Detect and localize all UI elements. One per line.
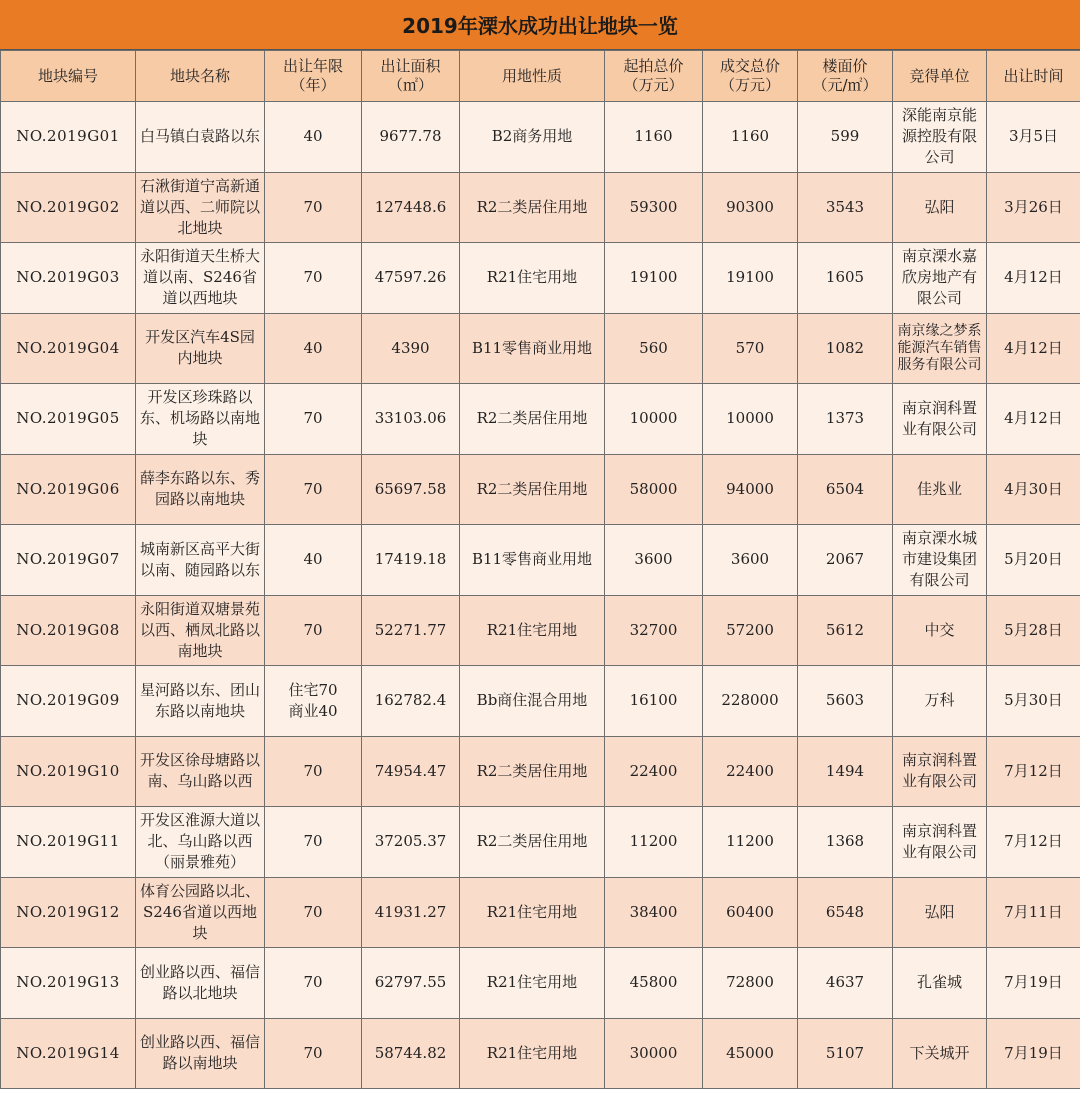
cell-name: 城南新区高平大街以南、随园路以东 (136, 525, 265, 596)
cell-years: 70 (265, 807, 362, 878)
cell-area: 41931.27 (362, 877, 460, 948)
cell-use: R21住宅用地 (460, 948, 605, 1019)
header-area-unit: （㎡） (387, 76, 433, 94)
header-code: 地块编号 (1, 51, 136, 102)
cell-deal-price: 45000 (703, 1018, 798, 1089)
cell-years: 40 (265, 313, 362, 384)
cell-date: 7月12日 (987, 807, 1080, 878)
cell-date: 4月12日 (987, 313, 1080, 384)
header-start-price-label: 起拍总价 (623, 57, 684, 75)
cell-deal-price: 1160 (703, 102, 798, 173)
cell-floor-price: 6548 (798, 877, 893, 948)
cell-code: NO.2019G11 (1, 807, 136, 878)
cell-code: NO.2019G03 (1, 243, 136, 314)
header-date: 出让时间 (987, 51, 1080, 102)
cell-name: 永阳街道天生桥大道以南、S246省道以西地块 (136, 243, 265, 314)
cell-winner: 南京溧水嘉欣房地产有限公司 (893, 243, 987, 314)
cell-start-price: 560 (605, 313, 703, 384)
cell-deal-price: 57200 (703, 595, 798, 666)
cell-floor-price: 1082 (798, 313, 893, 384)
header-area-label: 出让面积 (380, 57, 441, 75)
cell-winner: 中交 (893, 595, 987, 666)
cell-code: NO.2019G06 (1, 454, 136, 525)
cell-floor-price: 5612 (798, 595, 893, 666)
cell-winner: 深能南京能源控股有限公司 (893, 102, 987, 173)
cell-winner: 佳兆业 (893, 454, 987, 525)
cell-area: 4390 (362, 313, 460, 384)
header-winner: 竞得单位 (893, 51, 987, 102)
table-row (1, 877, 1080, 948)
cell-floor-price: 2067 (798, 525, 893, 596)
cell-use: R21住宅用地 (460, 595, 605, 666)
cell-winner: 万科 (893, 666, 987, 737)
cell-floor-price: 1494 (798, 736, 893, 807)
cell-years: 70 (265, 595, 362, 666)
header-name: 地块名称 (136, 51, 265, 102)
cell-floor-price: 3543 (798, 172, 893, 243)
cell-years: 住宅70商业40 (265, 666, 362, 737)
cell-area: 17419.18 (362, 525, 460, 596)
cell-area: 162782.4 (362, 666, 460, 737)
cell-use: R21住宅用地 (460, 877, 605, 948)
cell-name: 开发区珍珠路以东、机场路以南地块 (136, 384, 265, 455)
cell-years: 40 (265, 102, 362, 173)
cell-area: 62797.55 (362, 948, 460, 1019)
cell-use: B2商务用地 (460, 102, 605, 173)
cell-date: 7月19日 (987, 1018, 1080, 1089)
cell-years: 70 (265, 454, 362, 525)
cell-area: 9677.78 (362, 102, 460, 173)
header-years-label: 出让年限 (282, 57, 343, 75)
cell-start-price: 16100 (605, 666, 703, 737)
cell-date: 7月19日 (987, 948, 1080, 1019)
cell-years: 70 (265, 877, 362, 948)
cell-date: 7月11日 (987, 877, 1080, 948)
cell-name: 永阳街道双塘景苑以西、栖凤北路以南地块 (136, 595, 265, 666)
cell-deal-price: 570 (703, 313, 798, 384)
cell-start-price: 38400 (605, 877, 703, 948)
cell-floor-price: 1373 (798, 384, 893, 455)
cell-code: NO.2019G09 (1, 666, 136, 737)
cell-years: 70 (265, 384, 362, 455)
cell-years: 70 (265, 172, 362, 243)
table-row (1, 172, 1080, 243)
cell-deal-price: 228000 (703, 666, 798, 737)
cell-name: 体育公园路以北、S246省道以西地块 (136, 877, 265, 948)
cell-area: 65697.58 (362, 454, 460, 525)
table-row (1, 1018, 1080, 1089)
table-row (1, 807, 1080, 878)
cell-code: NO.2019G08 (1, 595, 136, 666)
header-floor-price (798, 51, 893, 102)
cell-years: 70 (265, 948, 362, 1019)
cell-use: R2二类居住用地 (460, 384, 605, 455)
cell-years: 40 (265, 525, 362, 596)
cell-start-price: 11200 (605, 807, 703, 878)
table-row (1, 736, 1080, 807)
table-row (1, 525, 1080, 596)
cell-deal-price: 60400 (703, 877, 798, 948)
cell-date: 4月12日 (987, 243, 1080, 314)
cell-floor-price: 4637 (798, 948, 893, 1019)
cell-winner: 南京润科置业有限公司 (893, 807, 987, 878)
table-row (1, 666, 1080, 737)
cell-date: 3月26日 (987, 172, 1080, 243)
cell-code: NO.2019G05 (1, 384, 136, 455)
cell-area: 33103.06 (362, 384, 460, 455)
cell-date: 5月30日 (987, 666, 1080, 737)
cell-date: 4月12日 (987, 384, 1080, 455)
cell-floor-price: 5603 (798, 666, 893, 737)
cell-years: 70 (265, 736, 362, 807)
cell-years: 70 (265, 1018, 362, 1089)
cell-floor-price: 1368 (798, 807, 893, 878)
cell-winner: 南京润科置业有限公司 (893, 736, 987, 807)
cell-name: 开发区汽车4S园内地块 (136, 313, 265, 384)
header-floor-price-unit: （元/㎡） (812, 76, 878, 94)
cell-deal-price: 90300 (703, 172, 798, 243)
cell-floor-price: 1605 (798, 243, 893, 314)
cell-area: 47597.26 (362, 243, 460, 314)
header-deal-price-unit: （万元） (719, 76, 780, 94)
header-deal-price-label: 成交总价 (719, 57, 780, 75)
cell-deal-price: 11200 (703, 807, 798, 878)
cell-use: R2二类居住用地 (460, 172, 605, 243)
table-row (1, 454, 1080, 525)
cell-start-price: 10000 (605, 384, 703, 455)
cell-start-price: 59300 (605, 172, 703, 243)
header-start-price (605, 51, 703, 102)
cell-floor-price: 6504 (798, 454, 893, 525)
cell-start-price: 32700 (605, 595, 703, 666)
header-use: 用地性质 (460, 51, 605, 102)
cell-deal-price: 22400 (703, 736, 798, 807)
cell-name: 开发区徐母塘路以南、乌山路以西 (136, 736, 265, 807)
cell-start-price: 22400 (605, 736, 703, 807)
cell-name: 星河路以东、团山东路以南地块 (136, 666, 265, 737)
cell-start-price: 3600 (605, 525, 703, 596)
cell-start-price: 45800 (605, 948, 703, 1019)
cell-use: Bb商住混合用地 (460, 666, 605, 737)
cell-code: NO.2019G12 (1, 877, 136, 948)
cell-code: NO.2019G13 (1, 948, 136, 1019)
cell-use: R2二类居住用地 (460, 454, 605, 525)
cell-name: 创业路以西、福信路以南地块 (136, 1018, 265, 1089)
cell-code: NO.2019G02 (1, 172, 136, 243)
cell-years: 70 (265, 243, 362, 314)
cell-date: 7月12日 (987, 736, 1080, 807)
cell-use: R2二类居住用地 (460, 736, 605, 807)
cell-use: R21住宅用地 (460, 1018, 605, 1089)
table-row (1, 595, 1080, 666)
cell-date: 4月30日 (987, 454, 1080, 525)
cell-area: 74954.47 (362, 736, 460, 807)
cell-start-price: 30000 (605, 1018, 703, 1089)
cell-winner: 下关城开 (893, 1018, 987, 1089)
cell-deal-price: 72800 (703, 948, 798, 1019)
cell-winner: 南京缘之梦系能源汽车销售服务有限公司 (893, 313, 987, 384)
table-row (1, 313, 1080, 384)
cell-deal-price: 3600 (703, 525, 798, 596)
header-start-price-unit: （万元） (623, 76, 684, 94)
cell-code: NO.2019G04 (1, 313, 136, 384)
cell-deal-price: 19100 (703, 243, 798, 314)
cell-code: NO.2019G10 (1, 736, 136, 807)
cell-deal-price: 94000 (703, 454, 798, 525)
cell-winner: 南京润科置业有限公司 (893, 384, 987, 455)
header-deal-price (703, 51, 798, 102)
cell-floor-price: 599 (798, 102, 893, 173)
cell-winner: 孔雀城 (893, 948, 987, 1019)
cell-area: 58744.82 (362, 1018, 460, 1089)
cell-name: 白马镇白袁路以东 (136, 102, 265, 173)
table-title: 2019年溧水成功出让地块一览 (0, 0, 1080, 50)
cell-code: NO.2019G14 (1, 1018, 136, 1089)
header-years (265, 51, 362, 102)
cell-floor-price: 5107 (798, 1018, 893, 1089)
cell-start-price: 1160 (605, 102, 703, 173)
cell-code: NO.2019G01 (1, 102, 136, 173)
header-area (362, 51, 460, 102)
cell-deal-price: 10000 (703, 384, 798, 455)
cell-name: 薛李东路以东、秀园路以南地块 (136, 454, 265, 525)
cell-start-price: 58000 (605, 454, 703, 525)
cell-name: 开发区淮源大道以北、乌山路以西（丽景雅苑） (136, 807, 265, 878)
cell-date: 3月5日 (987, 102, 1080, 173)
cell-date: 5月20日 (987, 525, 1080, 596)
header-floor-price-label: 楼面价 (822, 57, 868, 75)
cell-area: 52271.77 (362, 595, 460, 666)
cell-area: 127448.6 (362, 172, 460, 243)
cell-use: B11零售商业用地 (460, 525, 605, 596)
cell-area: 37205.37 (362, 807, 460, 878)
table-row (1, 384, 1080, 455)
header-years-unit: （年） (290, 76, 336, 94)
cell-start-price: 19100 (605, 243, 703, 314)
land-transfer-table (0, 50, 1080, 1089)
table-row (1, 948, 1080, 1019)
cell-use: R2二类居住用地 (460, 807, 605, 878)
cell-winner: 弘阳 (893, 877, 987, 948)
header-row (1, 51, 1080, 102)
cell-use: B11零售商业用地 (460, 313, 605, 384)
cell-use: R21住宅用地 (460, 243, 605, 314)
cell-name: 创业路以西、福信路以北地块 (136, 948, 265, 1019)
table-row (1, 243, 1080, 314)
cell-winner: 南京溧水城市建设集团有限公司 (893, 525, 987, 596)
table-row (1, 102, 1080, 173)
cell-name: 石湫街道宁高新通道以西、二师院以北地块 (136, 172, 265, 243)
cell-code: NO.2019G07 (1, 525, 136, 596)
cell-date: 5月28日 (987, 595, 1080, 666)
cell-winner: 弘阳 (893, 172, 987, 243)
